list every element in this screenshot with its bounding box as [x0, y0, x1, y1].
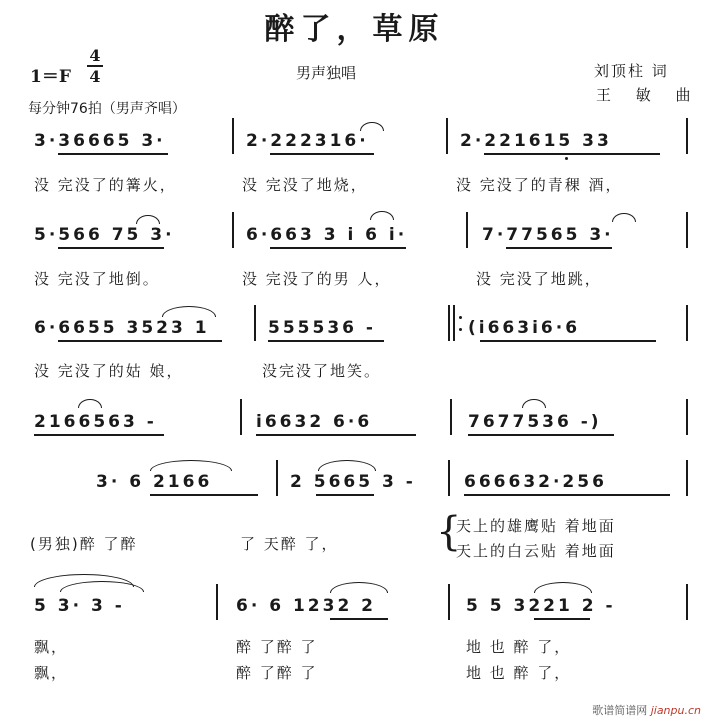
slur — [150, 460, 232, 471]
watermark-site: jianpu.cn — [650, 704, 701, 717]
measure-notes: 6·6655 3523 1 — [34, 318, 210, 338]
beam-underline — [270, 247, 406, 249]
lyric-line: 没 完没了的姑 娘， — [34, 362, 184, 380]
barline — [448, 460, 450, 496]
lyric-line: 没 完没了地烧， — [242, 176, 368, 194]
measure-notes: i6632 6·6 — [256, 412, 373, 432]
barline — [254, 305, 256, 341]
repeat-dot — [459, 328, 462, 331]
lyric-line: 了 天醉 了， — [240, 535, 339, 553]
measure-notes: 2·221615 33 — [460, 131, 612, 151]
beam-underline — [268, 340, 384, 342]
barline — [686, 399, 688, 435]
measure-notes: 5 3· 3 - — [34, 596, 125, 616]
measure-notes: 2·222316· — [246, 131, 369, 151]
beam-underline — [464, 494, 670, 496]
lyric-line: 没 完没了的男 人， — [242, 270, 392, 288]
slur — [318, 460, 376, 471]
watermark — [592, 702, 701, 718]
verse-brace: { — [436, 509, 462, 555]
measure-notes: 3·36665 3· — [34, 131, 166, 151]
slur — [360, 122, 384, 131]
measure-notes: 3· 6 2166 — [96, 472, 213, 492]
repeat-dot — [459, 316, 462, 319]
repeat-barline — [448, 305, 450, 341]
lyric-verse-1: 天上的雄鹰贴 着地面 — [456, 517, 616, 535]
lyricist-credit: 刘顶柱 词 — [594, 62, 669, 80]
composer-credit: 王 敏 曲 — [596, 86, 701, 104]
beam-underline — [150, 494, 258, 496]
beam-underline — [58, 247, 164, 249]
slur — [136, 215, 160, 224]
song-title: 醉了，草原 — [264, 12, 445, 47]
meter-bottom: 4 — [89, 67, 101, 86]
beam-underline — [330, 618, 388, 620]
barline — [686, 305, 688, 341]
measure-notes: 7·77565 3· — [482, 225, 614, 245]
slur — [370, 211, 394, 220]
measure-notes: 666632·256 — [464, 472, 607, 492]
beam-underline — [468, 434, 614, 436]
barline — [686, 118, 688, 154]
measure-notes: (i663i6·6 — [468, 318, 581, 338]
measure-notes: 6·663 3 i 6 i· — [246, 225, 408, 245]
repeat-barline-thin — [453, 305, 455, 341]
lyric-line: 飘， — [34, 638, 69, 656]
beam-underline — [256, 434, 416, 436]
lyric-line: 没 完没了的篝火， — [34, 176, 177, 194]
tempo-marking: 每分钟76拍（男声齐唱） — [28, 101, 186, 117]
lyric-line-repeat: 飘， — [34, 664, 69, 682]
lyric-line-repeat: 地 也 醉 了， — [466, 664, 572, 682]
beam-underline — [270, 153, 374, 155]
slur — [330, 582, 388, 593]
slur — [534, 582, 592, 593]
beam-underline — [534, 618, 590, 620]
beam-underline — [484, 153, 660, 155]
time-signature — [86, 46, 104, 86]
barline — [448, 584, 450, 620]
beam-underline — [34, 434, 164, 436]
measure-notes: 2166563 - — [34, 412, 157, 432]
measure-notes: 7677536 -) — [468, 412, 602, 432]
lyric-line: 没 完没了地跳， — [476, 270, 602, 288]
slur — [78, 399, 102, 408]
barline — [216, 584, 218, 620]
beam-underline — [316, 494, 374, 496]
barline — [450, 399, 452, 435]
lyric-line-repeat: 醉 了醉 了 — [236, 664, 318, 682]
barline — [446, 118, 448, 154]
lyric-verse-2: 天上的白云贴 着地面 — [456, 542, 616, 560]
barline — [232, 212, 234, 248]
watermark-text: 歌谱简谱网 — [592, 704, 648, 717]
lyric-line: 没完没了地笑。 — [262, 362, 382, 380]
beam-underline — [58, 153, 168, 155]
barline — [686, 584, 688, 620]
barline — [240, 399, 242, 435]
barline — [686, 460, 688, 496]
measure-notes: 6· 6 1232 2 — [236, 596, 377, 616]
barline — [276, 460, 278, 496]
barline — [232, 118, 234, 154]
measure-notes: 5 5 3221 2 - — [466, 596, 616, 616]
key-signature: 1＝F — [30, 67, 71, 87]
lyric-line: 醉 了醉 了 — [236, 638, 318, 656]
measure-notes: 555536 - — [268, 318, 376, 338]
slur — [162, 306, 216, 317]
lyric-line: (男独)醉 了醉 — [30, 535, 138, 553]
slur — [522, 399, 546, 408]
octave-dot — [565, 157, 568, 160]
beam-underline — [506, 247, 612, 249]
beam-underline — [480, 340, 656, 342]
barline — [466, 212, 468, 248]
lyric-line: 地 也 醉 了， — [466, 638, 572, 656]
lyric-line: 没 完没了地倒。 — [34, 270, 160, 288]
measure-notes: 5·566 75 3· — [34, 225, 175, 245]
meter-top: 4 — [89, 46, 101, 65]
beam-underline — [58, 340, 222, 342]
performer-label: 男声独唱 — [296, 64, 357, 82]
measure-notes: 2 5665 3 - — [290, 472, 416, 492]
barline — [686, 212, 688, 248]
slur — [612, 213, 636, 222]
lyric-line: 没 完没了的青稞 酒， — [456, 176, 623, 194]
